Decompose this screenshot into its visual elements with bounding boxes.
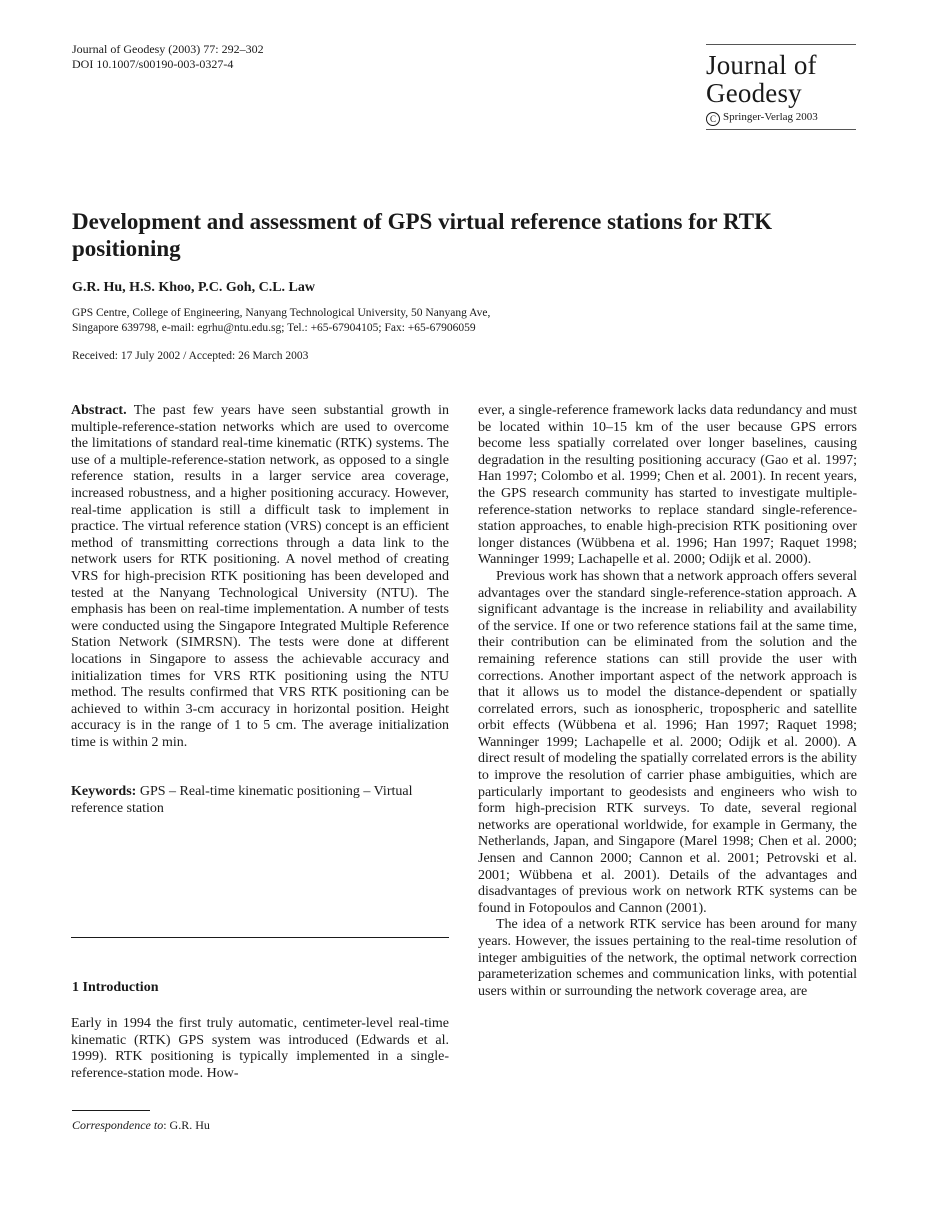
section-divider xyxy=(71,937,449,938)
introduction-paragraph: Early in 1994 the first truly automatic, centimeter-level real-time kinematic (RTK) GPS system was introduced (Edwards et al. 1999). RTK positioning is typically implemented in a single-reference-station mode. How- xyxy=(71,1016,449,1081)
article-title: Development and assessment of GPS virtual reference stations for RTK positioning xyxy=(72,209,772,261)
footnote-rule xyxy=(72,1110,150,1111)
abstract-text: The past few years have seen substantial growth in multiple-reference-station networks which are used to overcome the limitations of standard real-time kinematic (RTK) systems. The use of a multiple-reference-station network, as opposed to a single reference station, results in a larger service area coverage, increased robustness, and a higher positioning accuracy. However, real-time application is still a difficult task to implement in practice. The virtual reference station (VRS) concept is an efficient method of transmitting corrections through a data link to the network users for RTK positioning. A novel method of creating VRS for high-precision RTK positioning has been developed and tested at the Nanyang Technological University (NTU). The emphasis has been on real-time implementation. A number of tests were conducted using the Singapore Integrated Multiple Reference Station Network (SIMRSN). The tests were done at different locations in Singapore to assess the achievable accuracy and initialization times for VRS RTK positioning using the NTU method. The results confirmed that VRS RTK positioning can be achieved to within 3-cm accuracy in horizontal position. Height accuracy is in the range of 1 to 5 cm. The average initialization time is within 2 min. xyxy=(71,403,449,750)
logo-top-rule xyxy=(706,44,856,45)
footnote xyxy=(72,1118,210,1133)
keywords-label: Keywords: xyxy=(71,784,137,800)
body-paragraph-3: The idea of a network RTK service has been around for many years. However, the issues pertaining to the real-time resolution of integer ambiguities of the network, the optimal network correction parameterization schemes and communication links, with potential users within or surrounding the network coverage area, are xyxy=(478,917,857,999)
received-dates: Received: 17 July 2002 / Accepted: 26 March 2003 xyxy=(72,350,309,362)
citation-block xyxy=(72,42,264,72)
copyright-line xyxy=(706,111,856,130)
copyright-icon: C xyxy=(706,112,720,126)
copyright-text: Springer-Verlag 2003 xyxy=(723,111,818,123)
footnote-text: : G.R. Hu xyxy=(163,1118,210,1132)
right-column xyxy=(478,403,857,1000)
doi-line: DOI 10.1007/s00190-003-0327-4 xyxy=(72,57,234,71)
logo-title-line-1: Journal of xyxy=(706,50,817,80)
logo-title-line-2: Geodesy xyxy=(706,78,802,108)
journal-logo xyxy=(706,44,856,130)
logo-title xyxy=(706,51,856,107)
affiliation-line-2: Singapore 639798, e-mail: egrhu@ntu.edu.sg; Tel.: +65-67904105; Fax: +65-67906059 xyxy=(72,322,476,334)
affiliation xyxy=(72,306,772,336)
footnote-label: Correspondence to xyxy=(72,1118,164,1132)
affiliation-line-1: GPS Centre, College of Engineering, Nanyang Technological University, 50 Nanyang Ave, xyxy=(72,307,491,319)
body-paragraph-2: Previous work has shown that a network approach offers several advantages over the standard single-reference-station approach. A significant advantage is the increase in reliability and availability of the service. If one or two reference stations fail at the same time, their contribution can be eliminated from the solution and the remaining reference stations can still provide the user with corrections. Another important aspect of the network approach is that it allows us to model the distance-dependent or spatially correlated errors, such as ionospheric, tropospheric and satellite orbit effects (Wübbena et al. 1996; Han 1997; Raquet 1998; Wanninger 1999; Lachapelle et al. 2000; Odijk et al. 2000). A direct result of modeling the spatially correlated errors is the ability to improve the resolution of carrier phase ambiguities, which are particularly important to geodesists and engineers who wish to form high-precision RTK surveys. To date, several regional networks are operational worldwide, for example in Germany, the Netherlands, Japan, and Singapore (Marel 1998; Chen et al. 2000; Jensen and Cannon 2000; Cannon et al. 2001; Petrovski et al. 2001; Wübbena et al. 2001). Details of the advantages and disadvantages of previous work on network RTK systems can be found in Fotopoulos and Cannon (2001). xyxy=(478,568,857,916)
abstract xyxy=(71,403,449,751)
section-heading-introduction: 1 Introduction xyxy=(72,980,159,995)
abstract-label: Abstract. xyxy=(71,403,127,418)
author-list: G.R. Hu, H.S. Khoo, P.C. Goh, C.L. Law xyxy=(72,280,315,295)
keywords xyxy=(71,784,449,817)
body-paragraph-1: ever, a single-reference framework lacks data redundancy and must be located within 10–15 km of the user because GPS errors become less spatially correlated over longer baselines, causing degradation in the resulting positioning accuracy (Gao et al. 1997; Han 1997; Colombo et al. 1999; Chen et al. 2001). In recent years, the GPS research community has started to investigate multiple-reference-station networks to replace standard single-reference-station approaches, to enable high-precision RTK positioning over longer distances (Wübbena et al. 1996; Han 1997; Raquet 1998; Wanninger 1999; Lachapelle et al. 2000; Odijk et al. 2000). xyxy=(478,403,857,568)
abstract-column xyxy=(71,403,449,818)
citation-line-1: Journal of Geodesy (2003) 77: 292–302 xyxy=(72,42,264,56)
introduction-column xyxy=(71,1016,449,1082)
keywords-text: GPS – Real-time kinematic positioning – Virtual reference station xyxy=(71,784,413,817)
